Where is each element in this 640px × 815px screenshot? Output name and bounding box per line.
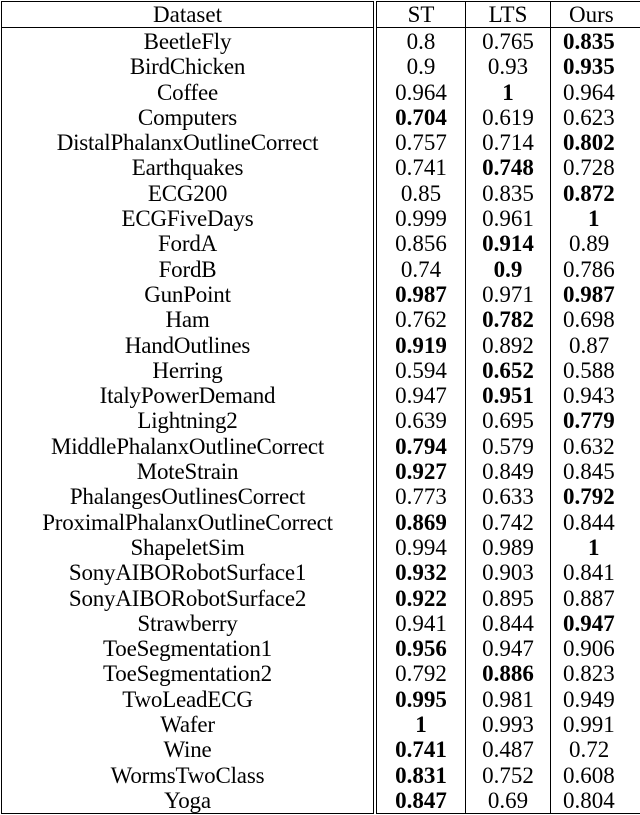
dataset-cell: Earthquakes xyxy=(2,155,376,180)
dataset-cell: PhalangesOutlinesCorrect xyxy=(2,484,376,509)
table-row xyxy=(2,130,640,155)
ours-cell: 0.792 xyxy=(551,484,640,509)
dataset-cell: Computers xyxy=(2,105,376,130)
ours-cell: 0.632 xyxy=(551,434,640,459)
lts-cell: 1 xyxy=(466,80,551,105)
ours-cell: 0.698 xyxy=(551,307,640,332)
st-cell: 0.994 xyxy=(375,535,466,560)
st-cell: 0.704 xyxy=(375,105,466,130)
dataset-cell: ToeSegmentation2 xyxy=(2,661,376,686)
table-body xyxy=(2,28,640,814)
ours-cell: 0.728 xyxy=(551,155,640,180)
table-row xyxy=(2,333,640,358)
st-cell: 0.85 xyxy=(375,181,466,206)
st-cell: 0.869 xyxy=(375,510,466,535)
ours-cell: 0.947 xyxy=(551,611,640,636)
ours-cell: 0.991 xyxy=(551,712,640,737)
dataset-cell: BirdChicken xyxy=(2,54,376,79)
st-cell: 0.995 xyxy=(375,687,466,712)
st-cell: 0.922 xyxy=(375,586,466,611)
st-cell: 0.762 xyxy=(375,307,466,332)
header-lts: LTS xyxy=(466,2,551,28)
st-cell: 0.9 xyxy=(375,54,466,79)
table-row xyxy=(2,231,640,256)
ours-cell: 0.804 xyxy=(551,788,640,814)
ours-cell: 1 xyxy=(551,206,640,231)
lts-cell: 0.69 xyxy=(466,788,551,814)
dataset-cell: ShapeletSim xyxy=(2,535,376,560)
lts-cell: 0.886 xyxy=(466,661,551,686)
table-row xyxy=(2,358,640,383)
header-ours: Ours xyxy=(551,2,640,28)
lts-cell: 0.971 xyxy=(466,282,551,307)
st-cell: 0.999 xyxy=(375,206,466,231)
st-cell: 0.941 xyxy=(375,611,466,636)
st-cell: 0.956 xyxy=(375,636,466,661)
header-dataset: Dataset xyxy=(2,2,376,28)
lts-cell: 0.895 xyxy=(466,586,551,611)
st-cell: 0.773 xyxy=(375,484,466,509)
lts-cell: 0.993 xyxy=(466,712,551,737)
table-row xyxy=(2,434,640,459)
st-cell: 0.757 xyxy=(375,130,466,155)
dataset-cell: MoteStrain xyxy=(2,459,376,484)
dataset-cell: Yoga xyxy=(2,788,376,814)
st-cell: 0.792 xyxy=(375,661,466,686)
dataset-cell: DistalPhalanxOutlineCorrect xyxy=(2,130,376,155)
lts-cell: 0.633 xyxy=(466,484,551,509)
ours-cell: 0.845 xyxy=(551,459,640,484)
ours-cell: 0.823 xyxy=(551,661,640,686)
lts-cell: 0.989 xyxy=(466,535,551,560)
table-row xyxy=(2,282,640,307)
table-row xyxy=(2,661,640,686)
lts-cell: 0.951 xyxy=(466,383,551,408)
table-row xyxy=(2,383,640,408)
lts-cell: 0.695 xyxy=(466,408,551,433)
table-row xyxy=(2,586,640,611)
st-cell: 1 xyxy=(375,712,466,737)
dataset-cell: Lightning2 xyxy=(2,408,376,433)
table-row xyxy=(2,307,640,332)
ours-cell: 0.844 xyxy=(551,510,640,535)
lts-cell: 0.93 xyxy=(466,54,551,79)
lts-cell: 0.892 xyxy=(466,333,551,358)
dataset-cell: Strawberry xyxy=(2,611,376,636)
lts-cell: 0.619 xyxy=(466,105,551,130)
dataset-cell: HandOutlines xyxy=(2,333,376,358)
st-cell: 0.741 xyxy=(375,737,466,762)
st-cell: 0.594 xyxy=(375,358,466,383)
lts-cell: 0.782 xyxy=(466,307,551,332)
st-cell: 0.794 xyxy=(375,434,466,459)
ours-cell: 0.802 xyxy=(551,130,640,155)
st-cell: 0.8 xyxy=(375,28,466,55)
st-cell: 0.741 xyxy=(375,155,466,180)
table-row xyxy=(2,535,640,560)
st-cell: 0.964 xyxy=(375,80,466,105)
dataset-cell: ItalyPowerDemand xyxy=(2,383,376,408)
ours-cell: 0.89 xyxy=(551,231,640,256)
dataset-cell: MiddlePhalanxOutlineCorrect xyxy=(2,434,376,459)
ours-cell: 0.906 xyxy=(551,636,640,661)
ours-cell: 0.872 xyxy=(551,181,640,206)
dataset-cell: GunPoint xyxy=(2,282,376,307)
table-row xyxy=(2,28,640,55)
lts-cell: 0.903 xyxy=(466,560,551,585)
ours-cell: 0.786 xyxy=(551,257,640,282)
lts-cell: 0.835 xyxy=(466,181,551,206)
st-cell: 0.927 xyxy=(375,459,466,484)
dataset-cell: Wine xyxy=(2,737,376,762)
dataset-cell: BeetleFly xyxy=(2,28,376,55)
dataset-cell: ProximalPhalanxOutlineCorrect xyxy=(2,510,376,535)
table-row xyxy=(2,611,640,636)
lts-cell: 0.765 xyxy=(466,28,551,55)
st-cell: 0.932 xyxy=(375,560,466,585)
results-table xyxy=(1,1,640,814)
ours-cell: 0.87 xyxy=(551,333,640,358)
ours-cell: 0.608 xyxy=(551,763,640,788)
ours-cell: 0.987 xyxy=(551,282,640,307)
dataset-cell: WormsTwoClass xyxy=(2,763,376,788)
lts-cell: 0.748 xyxy=(466,155,551,180)
ours-cell: 0.949 xyxy=(551,687,640,712)
ours-cell: 0.964 xyxy=(551,80,640,105)
dataset-cell: Wafer xyxy=(2,712,376,737)
table-row xyxy=(2,636,640,661)
table-row xyxy=(2,206,640,231)
ours-cell: 0.72 xyxy=(551,737,640,762)
st-cell: 0.639 xyxy=(375,408,466,433)
dataset-cell: Coffee xyxy=(2,80,376,105)
ours-cell: 0.841 xyxy=(551,560,640,585)
st-cell: 0.987 xyxy=(375,282,466,307)
dataset-cell: Ham xyxy=(2,307,376,332)
dataset-cell: FordB xyxy=(2,257,376,282)
dataset-cell: ToeSegmentation1 xyxy=(2,636,376,661)
lts-cell: 0.752 xyxy=(466,763,551,788)
st-cell: 0.947 xyxy=(375,383,466,408)
lts-cell: 0.914 xyxy=(466,231,551,256)
lts-cell: 0.652 xyxy=(466,358,551,383)
table-row xyxy=(2,788,640,814)
table-row xyxy=(2,763,640,788)
table-row xyxy=(2,80,640,105)
ours-cell: 0.887 xyxy=(551,586,640,611)
lts-cell: 0.714 xyxy=(466,130,551,155)
st-cell: 0.74 xyxy=(375,257,466,282)
ours-cell: 0.935 xyxy=(551,54,640,79)
lts-cell: 0.947 xyxy=(466,636,551,661)
lts-cell: 0.487 xyxy=(466,737,551,762)
st-cell: 0.831 xyxy=(375,763,466,788)
table-row xyxy=(2,560,640,585)
table-row xyxy=(2,737,640,762)
ours-cell: 0.943 xyxy=(551,383,640,408)
lts-cell: 0.961 xyxy=(466,206,551,231)
dataset-cell: Herring xyxy=(2,358,376,383)
st-cell: 0.856 xyxy=(375,231,466,256)
lts-cell: 0.844 xyxy=(466,611,551,636)
table-row xyxy=(2,712,640,737)
lts-cell: 0.9 xyxy=(466,257,551,282)
table-row xyxy=(2,510,640,535)
dataset-cell: ECGFiveDays xyxy=(2,206,376,231)
table-row xyxy=(2,181,640,206)
dataset-cell: SonyAIBORobotSurface1 xyxy=(2,560,376,585)
dataset-cell: ECG200 xyxy=(2,181,376,206)
dataset-cell: FordA xyxy=(2,231,376,256)
st-cell: 0.919 xyxy=(375,333,466,358)
ours-cell: 0.835 xyxy=(551,28,640,55)
table-row xyxy=(2,687,640,712)
ours-cell: 0.623 xyxy=(551,105,640,130)
table-row xyxy=(2,257,640,282)
ours-cell: 0.779 xyxy=(551,408,640,433)
table-row xyxy=(2,408,640,433)
lts-cell: 0.981 xyxy=(466,687,551,712)
header-st: ST xyxy=(375,2,466,28)
table-row xyxy=(2,54,640,79)
table-row xyxy=(2,105,640,130)
dataset-cell: SonyAIBORobotSurface2 xyxy=(2,586,376,611)
header-row xyxy=(2,2,640,28)
lts-cell: 0.742 xyxy=(466,510,551,535)
lts-cell: 0.849 xyxy=(466,459,551,484)
ours-cell: 1 xyxy=(551,535,640,560)
lts-cell: 0.579 xyxy=(466,434,551,459)
ours-cell: 0.588 xyxy=(551,358,640,383)
dataset-cell: TwoLeadECG xyxy=(2,687,376,712)
st-cell: 0.847 xyxy=(375,788,466,814)
table-row xyxy=(2,484,640,509)
table-row xyxy=(2,155,640,180)
table-row xyxy=(2,459,640,484)
